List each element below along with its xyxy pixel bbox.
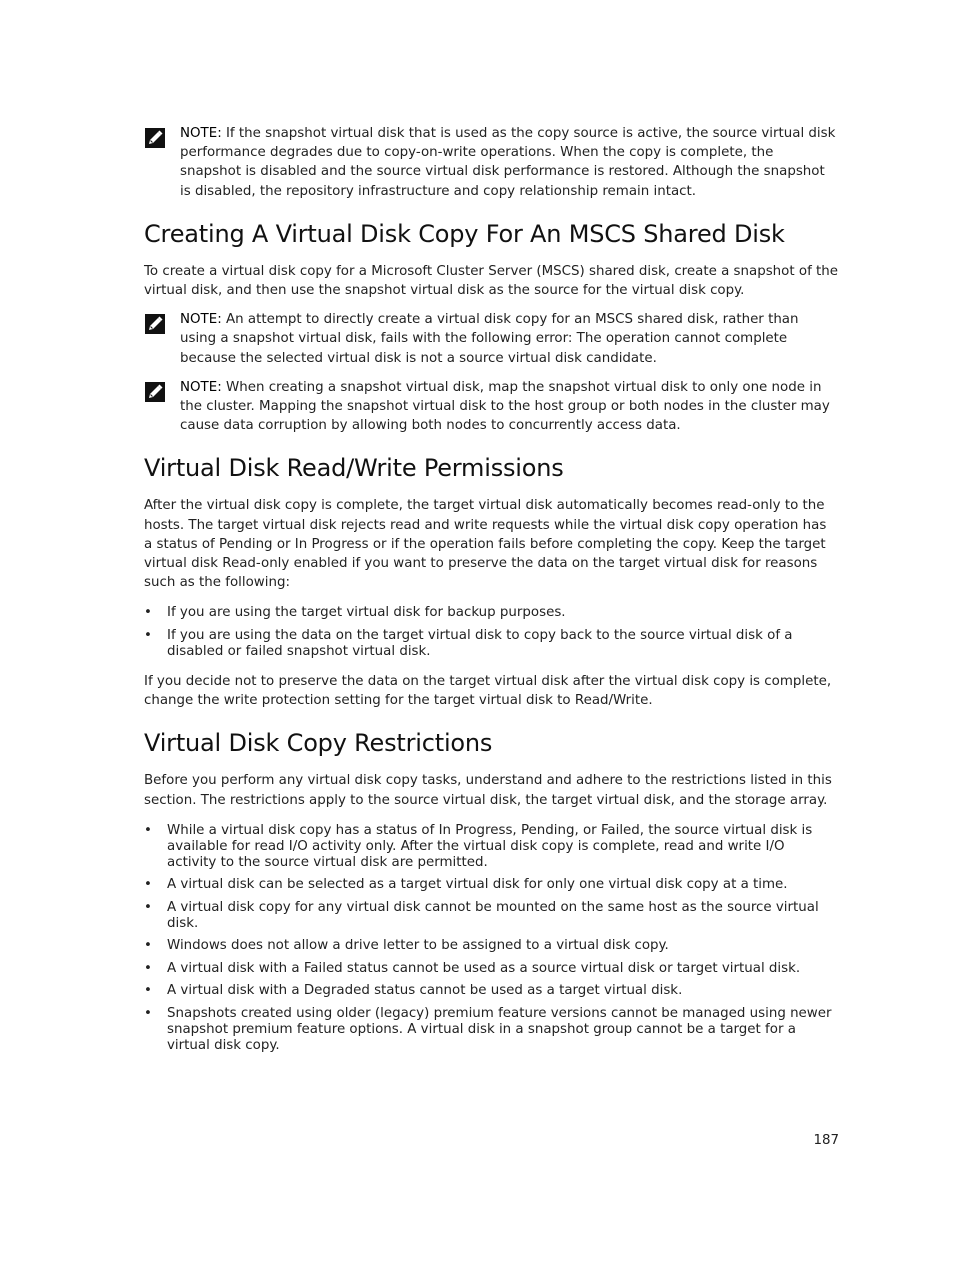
note-mscs-2	[144, 378, 838, 436]
heading-mscs: Creating A Virtual Disk Copy For An MSCS Shared Disk	[144, 219, 785, 248]
note-label: NOTE:	[180, 126, 222, 141]
note-label: NOTE:	[180, 379, 222, 395]
note-text: An attempt to directly create a virtual disk copy for an MSCS shared disk, rather than using a snapshot virtual disk, fails with the following error: The operation cannot complete because the selected virtual disk is not a source virtual disk candidate.	[180, 312, 799, 366]
note-pencil-icon	[144, 313, 166, 335]
bullet-list-permissions	[144, 605, 838, 660]
note-pencil-icon	[144, 127, 166, 149]
note-text: When creating a snapshot virtual disk, map the snapshot virtual disk to only one node in the cluster. Mapping the snapshot virtual disk to the host group or both nodes in the cluster may cause data corruption by allowing both nodes to concurrently access data.	[180, 379, 830, 434]
note-text: If the snapshot virtual disk that is used as the copy source is active, the source virtual disk performance degrades due to copy-on-write operations. When the copy is complete, the snapshot is disabled and the source virtual disk performance is restored. Although the snapshot is disabled, the repository infrastructure and copy relationship remain intact.	[180, 126, 836, 199]
bullet-marker: •	[144, 605, 152, 621]
note-intro	[144, 124, 838, 201]
paragraph-restrictions: Before you perform any virtual disk copy tasks, understand and adhere to the restrictions listed in this section. The restrictions apply to the source virtual disk, the target virtual disk, and the storage array.	[144, 773, 832, 808]
bullet-marker: •	[144, 983, 152, 999]
page-content	[144, 124, 838, 1060]
list-item: • A virtual disk copy for any virtual disk cannot be mounted on the same host as the source virtual disk.	[144, 899, 819, 931]
bullet-marker: •	[144, 938, 152, 954]
bullet-marker: •	[144, 822, 152, 838]
list-item: • If you are using the data on the target virtual disk to copy back to the source virtual disk of a disabled or failed snapshot virtual disk.	[144, 627, 793, 659]
bullet-marker: •	[144, 877, 152, 893]
bullet-marker: •	[144, 627, 152, 643]
paragraph-mscs: To create a virtual disk copy for a Microsoft Cluster Server (MSCS) shared disk, create a snapshot of the virtual disk, and then use the snapshot virtual disk as the source for the virtual disk copy.	[144, 263, 839, 299]
note-pencil-icon	[144, 381, 166, 403]
bullet-marker: •	[144, 960, 152, 976]
note-label: NOTE:	[180, 312, 222, 328]
list-item: • Snapshots created using older (legacy) premium feature versions cannot be managed using newer snapshot premium feature options. A virtual disk in a snapshot group cannot be a target for a virtual disk copy.	[144, 1005, 832, 1053]
note-mscs-1	[144, 310, 838, 368]
list-item: • A virtual disk with a Degraded status cannot be used as a target virtual disk.	[144, 983, 683, 999]
list-item: • A virtual disk with a Failed status cannot be used as a source virtual disk or target virtual disk.	[144, 960, 801, 976]
paragraph-permissions-closing: If you decide not to preserve the data on the target virtual disk after the virtual disk copy is complete, change the write protection setting for the target virtual disk to Read/Write.	[144, 673, 832, 709]
list-item: • Windows does not allow a drive letter to be assigned to a virtual disk copy.	[144, 938, 669, 954]
bullet-list-restrictions	[144, 823, 838, 1054]
list-item: • If you are using the target virtual disk for backup purposes.	[144, 605, 566, 621]
list-item: • A virtual disk can be selected as a target virtual disk for only one virtual disk copy at a time.	[144, 877, 788, 893]
list-item: • While a virtual disk copy has a status of In Progress, Pending, or Failed, the source virtual disk is available for read I/O activity only. After the virtual disk copy is complete, read and write I/O activity to the source virtual disk are permitted.	[144, 822, 813, 870]
paragraph-permissions: After the virtual disk copy is complete, the target virtual disk automatically becomes read-only to the hosts. The target virtual disk rejects read and write requests while the virtual disk copy operation has a status of Pending or In Progress or if the operation fails before completing the copy. Keep the target virtual disk Read-only enabled if you want to preserve the data on the target virtual disk for reasons such as the following:	[144, 498, 827, 591]
bullet-marker: •	[144, 1005, 152, 1021]
heading-permissions: Virtual Disk Read/Write Permissions	[144, 454, 564, 483]
bullet-marker: •	[144, 899, 152, 915]
page-number: 187	[813, 1133, 839, 1148]
heading-restrictions: Virtual Disk Copy Restrictions	[144, 729, 493, 758]
